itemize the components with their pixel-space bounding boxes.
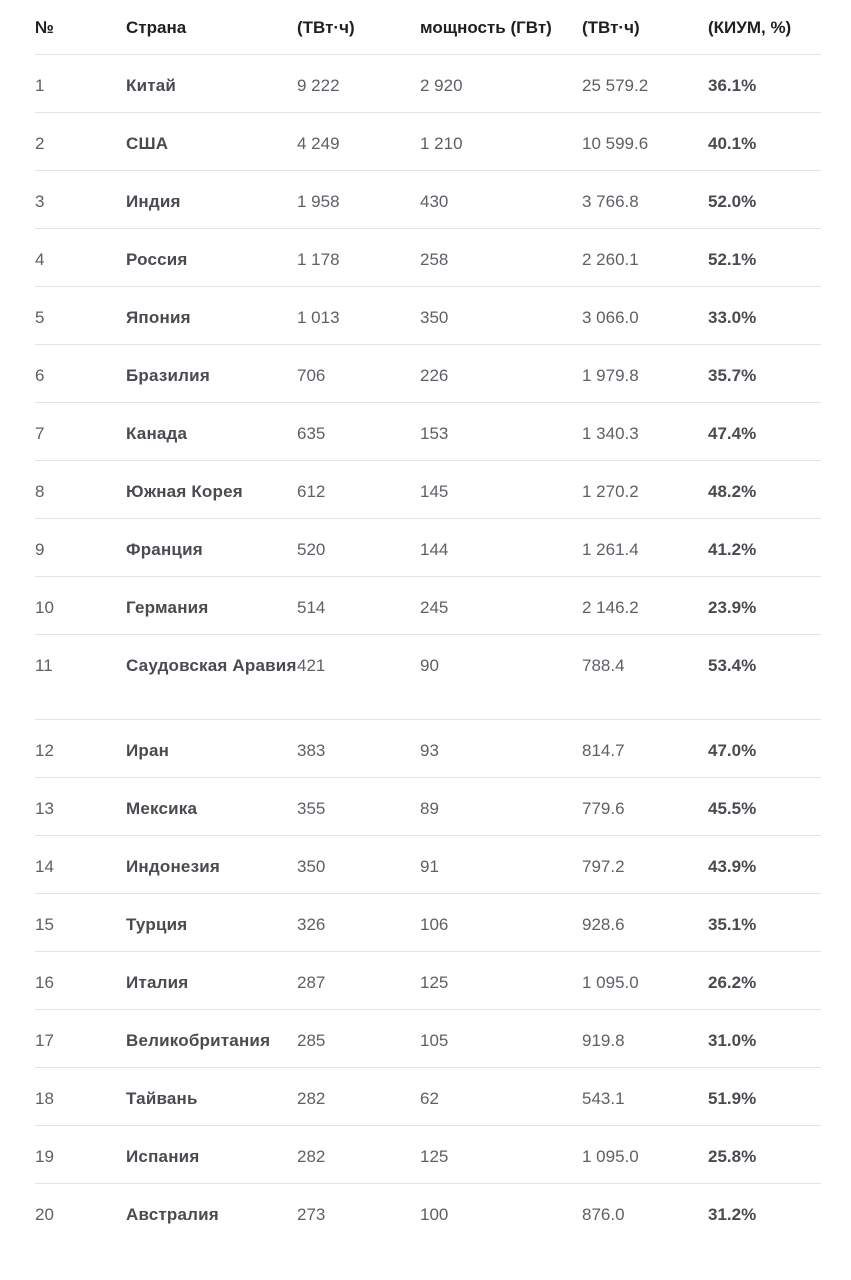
table-row: [35, 951, 821, 1009]
cell-generation: 1 958: [297, 191, 340, 211]
table-header: [35, 0, 821, 54]
table-row: [35, 1125, 821, 1183]
cell-generation: 520: [297, 539, 326, 559]
cell-capacity: 145: [420, 481, 449, 501]
cell-generation: 282: [297, 1146, 326, 1166]
energy-table-container: [35, 0, 821, 1241]
table-row: [35, 460, 821, 518]
table-row: [35, 54, 821, 112]
cell-rank: 8: [35, 481, 45, 501]
cell-generation: 514: [297, 597, 326, 617]
table-row: [35, 893, 821, 951]
table-row: [35, 576, 821, 634]
cell-potential: 2 260.1: [582, 249, 639, 269]
cell-potential: 25 579.2: [582, 75, 649, 95]
cell-capacity: 90: [420, 655, 439, 675]
cell-kium: 40.1%: [708, 133, 757, 153]
cell-kium: 26.2%: [708, 972, 757, 992]
cell-generation: 1 013: [297, 307, 340, 327]
cell-country: Саудовская Аравия: [126, 655, 297, 675]
cell-capacity: 100: [420, 1204, 449, 1224]
header-generation: (ТВт·ч): [297, 17, 355, 37]
cell-kium: 35.1%: [708, 914, 757, 934]
header-country: Страна: [126, 17, 187, 37]
table-row: [35, 777, 821, 835]
cell-rank: 4: [35, 249, 45, 269]
cell-kium: 51.9%: [708, 1088, 757, 1108]
cell-kium: 25.8%: [708, 1146, 757, 1166]
cell-country: Германия: [126, 597, 209, 617]
cell-rank: 2: [35, 133, 45, 153]
cell-potential: 1 261.4: [582, 539, 639, 559]
cell-rank: 9: [35, 539, 45, 559]
cell-kium: 31.0%: [708, 1030, 757, 1050]
cell-rank: 16: [35, 972, 54, 992]
cell-capacity: 105: [420, 1030, 449, 1050]
cell-generation: 4 249: [297, 133, 340, 153]
cell-rank: 11: [35, 655, 53, 675]
cell-potential: 2 146.2: [582, 597, 639, 617]
cell-capacity: 430: [420, 191, 449, 211]
cell-rank: 18: [35, 1088, 54, 1108]
cell-capacity: 144: [420, 539, 449, 559]
cell-rank: 1: [35, 75, 45, 95]
cell-country: Канада: [126, 423, 188, 443]
cell-capacity: 245: [420, 597, 449, 617]
cell-rank: 14: [35, 856, 54, 876]
cell-country: Япония: [126, 307, 191, 327]
cell-potential: 1 095.0: [582, 972, 639, 992]
header-kium: (КИУМ, %): [708, 17, 792, 37]
table-row: [35, 1183, 821, 1241]
cell-capacity: 62: [420, 1088, 439, 1108]
table-row: [35, 719, 821, 777]
header-row: [35, 0, 821, 54]
cell-rank: 3: [35, 191, 45, 211]
cell-kium: 33.0%: [708, 307, 757, 327]
cell-generation: 612: [297, 481, 326, 501]
cell-kium: 48.2%: [708, 481, 757, 501]
cell-potential: 1 979.8: [582, 365, 639, 385]
cell-generation: 421: [297, 655, 326, 675]
cell-generation: 706: [297, 365, 326, 385]
cell-potential: 814.7: [582, 740, 625, 760]
cell-capacity: 153: [420, 423, 449, 443]
cell-country: Италия: [126, 972, 189, 992]
cell-capacity: 1 210: [420, 133, 463, 153]
cell-kium: 47.0%: [708, 740, 757, 760]
cell-country: Южная Корея: [126, 481, 243, 501]
cell-country: Индонезия: [126, 856, 221, 876]
cell-country: Испания: [126, 1146, 200, 1166]
cell-kium: 31.2%: [708, 1204, 757, 1224]
cell-generation: 355: [297, 798, 326, 818]
cell-country: Австралия: [126, 1204, 219, 1224]
cell-potential: 1 270.2: [582, 481, 639, 501]
cell-capacity: 226: [420, 365, 449, 385]
table-row: [35, 228, 821, 286]
cell-generation: 635: [297, 423, 326, 443]
cell-generation: 9 222: [297, 75, 340, 95]
cell-potential: 797.2: [582, 856, 625, 876]
cell-generation: 285: [297, 1030, 326, 1050]
table-row: [35, 518, 821, 576]
cell-kium: 47.4%: [708, 423, 757, 443]
table-row: [35, 170, 821, 228]
cell-country: Турция: [126, 914, 188, 934]
cell-rank: 20: [35, 1204, 54, 1224]
cell-rank: 7: [35, 423, 45, 443]
cell-capacity: 258: [420, 249, 449, 269]
cell-kium: 53.4%: [708, 655, 757, 675]
cell-capacity: 350: [420, 307, 449, 327]
table-row: [35, 634, 821, 719]
table-row: [35, 344, 821, 402]
table-row: [35, 402, 821, 460]
cell-rank: 12: [35, 740, 54, 760]
cell-generation: 383: [297, 740, 326, 760]
cell-capacity: 91: [420, 856, 439, 876]
cell-generation: 273: [297, 1204, 326, 1224]
cell-capacity: 93: [420, 740, 439, 760]
cell-capacity: 89: [420, 798, 439, 818]
cell-generation: 287: [297, 972, 326, 992]
cell-potential: 919.8: [582, 1030, 625, 1050]
cell-potential: 928.6: [582, 914, 625, 934]
cell-capacity: 106: [420, 914, 449, 934]
cell-potential: 3 066.0: [582, 307, 639, 327]
cell-kium: 23.9%: [708, 597, 757, 617]
cell-kium: 41.2%: [708, 539, 757, 559]
cell-kium: 36.1%: [708, 75, 757, 95]
cell-potential: 876.0: [582, 1204, 625, 1224]
cell-country: Тайвань: [126, 1088, 198, 1108]
cell-country: Бразилия: [126, 365, 210, 385]
cell-generation: 326: [297, 914, 326, 934]
table-row: [35, 1009, 821, 1067]
cell-potential: 1 340.3: [582, 423, 639, 443]
header-capacity: мощность (ГВт): [420, 17, 552, 37]
cell-rank: 5: [35, 307, 45, 327]
cell-rank: 6: [35, 365, 45, 385]
cell-rank: 15: [35, 914, 54, 934]
table-body: [35, 54, 821, 1241]
cell-country: Иран: [126, 740, 170, 760]
cell-kium: 52.0%: [708, 191, 757, 211]
table-row: [35, 112, 821, 170]
cell-country: Россия: [126, 249, 188, 269]
cell-country: Мексика: [126, 798, 198, 818]
cell-country: Индия: [126, 191, 181, 211]
cell-kium: 52.1%: [708, 249, 757, 269]
header-potential: (ТВт·ч): [582, 17, 640, 37]
cell-rank: 13: [35, 798, 54, 818]
cell-country: Франция: [126, 539, 203, 559]
cell-generation: 350: [297, 856, 326, 876]
table-row: [35, 1067, 821, 1125]
table-row: [35, 286, 821, 344]
cell-rank: 17: [35, 1030, 54, 1050]
cell-generation: 282: [297, 1088, 326, 1108]
cell-capacity: 2 920: [420, 75, 463, 95]
cell-capacity: 125: [420, 1146, 449, 1166]
cell-kium: 45.5%: [708, 798, 757, 818]
cell-potential: 543.1: [582, 1088, 625, 1108]
cell-potential: 3 766.8: [582, 191, 639, 211]
table-row: [35, 835, 821, 893]
cell-capacity: 125: [420, 972, 449, 992]
cell-country: Великобритания: [126, 1030, 271, 1050]
cell-rank: 19: [35, 1146, 54, 1166]
cell-potential: 10 599.6: [582, 133, 649, 153]
cell-rank: 10: [35, 597, 54, 617]
cell-potential: 1 095.0: [582, 1146, 639, 1166]
cell-kium: 35.7%: [708, 365, 757, 385]
cell-country: Китай: [126, 75, 177, 95]
cell-potential: 779.6: [582, 798, 625, 818]
cell-generation: 1 178: [297, 249, 340, 269]
cell-kium: 43.9%: [708, 856, 757, 876]
energy-table: [35, 0, 821, 1241]
cell-potential: 788.4: [582, 655, 625, 675]
cell-country: США: [126, 133, 169, 153]
header-rank: №: [35, 17, 54, 37]
